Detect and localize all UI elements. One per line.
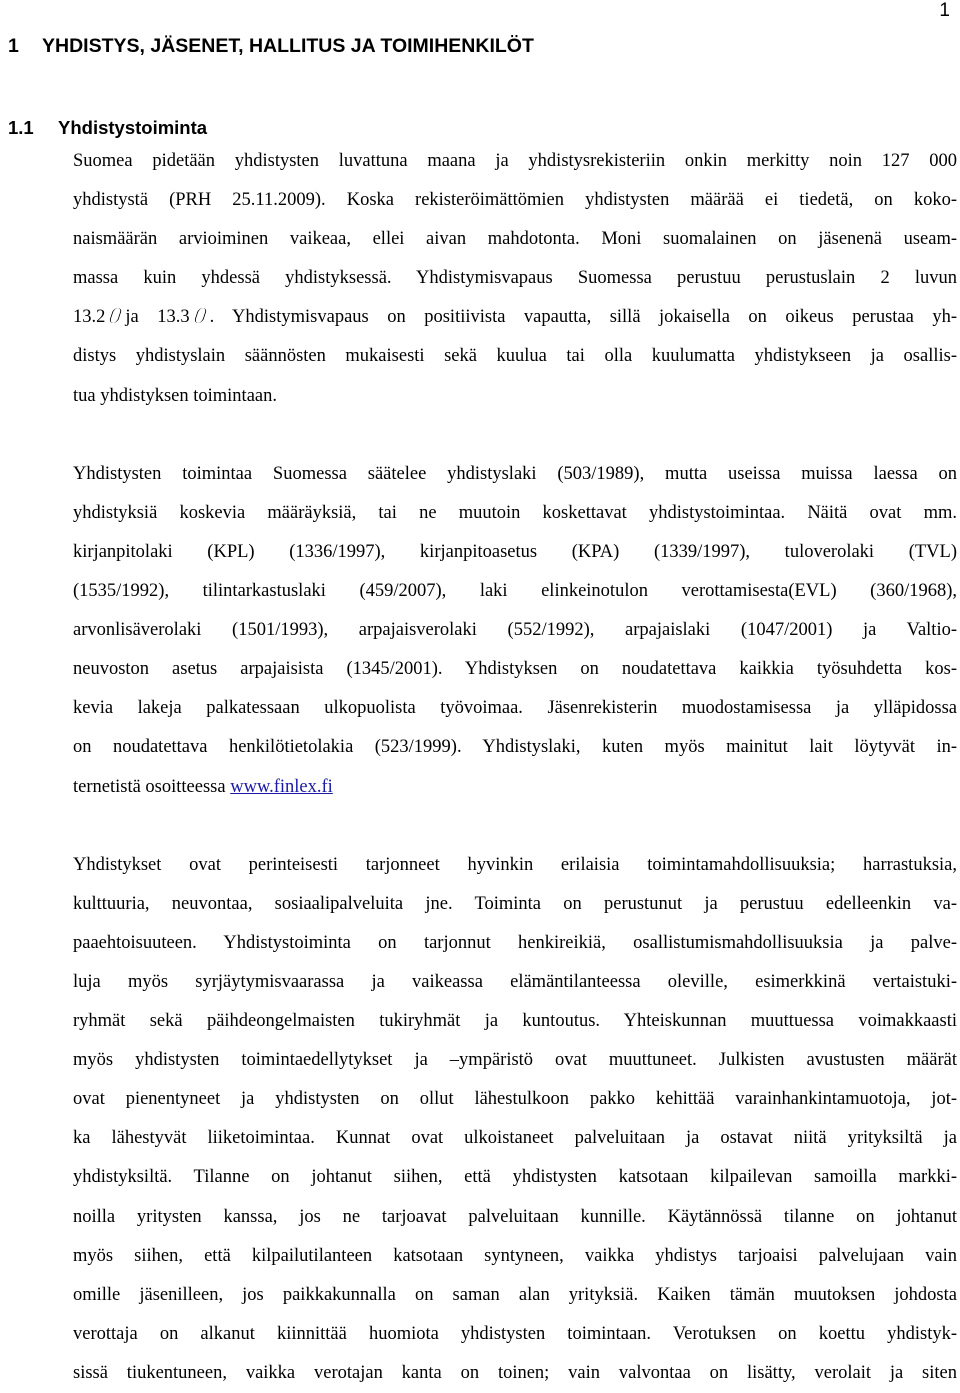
text-fragment: ternetistä osoitteessa (73, 776, 231, 797)
chapter-number: 1 (8, 35, 19, 57)
section-title: Yhdistystoiminta (58, 117, 208, 138)
section-sign-icon (108, 307, 122, 325)
text-line: myös yhdistysten toimintaedellytykset ja –ympäristö ovat muuttuneet. Julkisten avustusten määrät (73, 1050, 957, 1071)
text-line: ryhmät sekä päihdeongelmaisten tukiryhmät ja kuntoutus. Yhteiskunnan muuttuessa voimakkaasti (73, 1011, 957, 1032)
text-line: Yhdistykset ovat perinteisesti tarjonneet hyvinkin erilaisia toimintamahdollisuuksia; harrastuksia, (73, 854, 957, 875)
text-line: kevia lakeja palkatessaan ulkopuolista työvoimaa. Jäsenrekisterin muodostamisessa ja ylläpidossa (73, 698, 957, 719)
text-line: sissä tiukentuneen, vaikka verotajan kanta on toinen; vain valvontaa on lisätty, verolait ja siten (73, 1362, 957, 1383)
paragraph-1 (73, 142, 957, 416)
section-number: 1.1 (8, 117, 34, 138)
text-line: arvonlisäverolaki (1501/1993), arpajaisverolaki (552/1992), arpajaislaki (1047/2001) ja Valtio- (73, 620, 957, 641)
chapter-heading (8, 34, 534, 58)
text-line: kulttuuria, neuvontaa, sosiaalipalveluita jne. Toiminta on perustunut ja perustuu edelleenkin va- (73, 893, 957, 914)
page-number: 1 (939, 0, 950, 21)
text-fragment: 13.2 (73, 307, 106, 328)
text-line: naismäärän arvioiminen vaikeaa, ellei aivan mahdotonta. Moni suomalainen on jäsenenä useam- (73, 229, 957, 250)
text-line: tua yhdistyksen toimintaan. (73, 385, 277, 406)
text-line: verottaja on alkanut kiinnittää huomiota yhdistysten toimintaan. Verotuksen on koettu yhdistyk- (73, 1323, 957, 1344)
text-line: kirjanpitolaki (KPL) (1336/1997), kirjanpitoasetus (KPA) (1339/1997), tuloverolaki (TVL) (73, 541, 957, 562)
text-line: yhdistyksiä koskevia määräyksiä, tai ne muutoin koskettavat yhdistystoimintaa. Näitä ovat mm. (73, 502, 957, 523)
text-line (73, 768, 957, 807)
text-line: Suomea pidetään yhdistysten luvattuna maana ja yhdistysrekisteriin onkin merkitty noin 127 000 (73, 151, 957, 171)
text-fragment: ja 13.3 (125, 307, 190, 328)
text-line: luja myös syrjäytymisvaarassa ja vaikeassa elämäntilanteessa oleville, esimerkkinä vertaistuki- (73, 971, 957, 992)
chapter-title: YHDISTYS, JÄSENET, HALLITUS JA TOIMIHENKILÖT (42, 35, 534, 57)
text-line: ka lähestyvät liiketoimintaa. Kunnat ovat ulkoistaneet palveluitaan ja ostavat niitä yrityksiltä ja (73, 1128, 957, 1149)
paragraph-3 (73, 846, 957, 1393)
text-line: Yhdistysten toimintaa Suomessa säätelee yhdistyslaki (503/1989), mutta useissa muissa laessa on (73, 463, 957, 484)
text-line: yhdistystä (PRH 25.11.2009). Koska rekisteröimättömien yhdistysten määrää ei tiedetä, on koko- (73, 190, 957, 211)
finlex-link[interactable]: www.finlex.fi (230, 776, 333, 797)
text-line: noilla yritysten kanssa, jos ne tarjoavat palveluitaan kunnille. Käytännössä tilanne on johtanut (73, 1206, 957, 1227)
section-sign-icon (193, 307, 207, 325)
text-line (73, 298, 957, 337)
paragraph-2 (73, 455, 957, 807)
text-line: paaehtoisuuteen. Yhdistystoiminta on tarjonnut henkireikiä, osallistumismahdollisuuksia ja palve- (73, 932, 957, 953)
text-line: yhdistyksiltä. Tilanne on johtanut siihen, että yhdistysten katsotaan kilpailevan samoilla markki- (73, 1167, 957, 1188)
text-line: massa kuin yhdessä yhdistyksessä. Yhdistymisvapaus Suomessa perustuu perustuslain 2 luvun (73, 268, 957, 289)
body-text (73, 142, 957, 1393)
text-line: myös siihen, että kilpailutilanteen katsotaan syntyneen, vaikka yhdistys tarjoaisi palvelujaan vain (73, 1245, 957, 1266)
section-heading (8, 116, 207, 140)
text-line: distys yhdistyslain säännösten mukaisesti sekä kuulua tai olla kuulumatta yhdistykseen ja osallis- (73, 346, 957, 367)
text-line: ovat pienentyneet ja yhdistysten on ollut lähestulkoon pakko kehittää varainhankintamuotoja, jot- (73, 1089, 957, 1110)
text-line: neuvoston asetus arpajaisista (1345/2001). Yhdistyksen on noudatettava kaikkia työsuhdetta kos- (73, 659, 957, 680)
text-line: on noudatettava henkilötietolakia (523/1999). Yhdistyslaki, kuten myös mainitut lait löytyvät in- (73, 737, 957, 758)
text-line: omille jäsenilleen, jos paikkakunnalla on saman alan yrityksiä. Kaiken tämän muutoksen johdosta (73, 1284, 957, 1305)
text-line: (1535/1992), tilintarkastuslaki (459/2007), laki elinkeinotulon verottamisesta(EVL) (360/1968), (73, 581, 957, 602)
text-fragment: . Yhdistymisvapaus on positiivista vapautta, sillä jokaisella on oikeus perustaa yh- (209, 307, 958, 328)
